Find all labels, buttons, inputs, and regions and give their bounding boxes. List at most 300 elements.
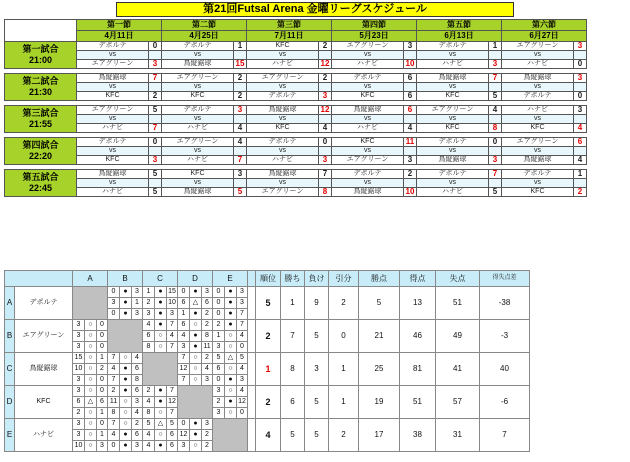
result-mark: ○ [85,353,97,364]
wins: 5 [281,419,305,452]
away-score: 0 [574,92,587,101]
away-team[interactable]: ハナビ [247,60,319,69]
goals-against: 12 [167,397,178,408]
home-team[interactable]: KFC [332,138,404,147]
result-mark: ○ [85,408,97,419]
round-name-5: 第五節 [417,20,502,31]
vs-label: vs [247,115,319,124]
goal-difference: 7 [480,419,530,452]
goals-for: 7 [108,375,120,386]
home-team[interactable]: デポルテ [77,42,149,51]
goals-for: 3 [178,441,190,452]
goals-scored: 46 [400,320,436,353]
goals-against: 0 [97,419,108,430]
goals-for: 4 [143,320,155,331]
goals-for: 0 [178,287,190,298]
home-team[interactable]: KFC [247,42,319,51]
away-team[interactable]: デポルテ [502,92,574,101]
result-mark: △ [225,353,237,364]
home-score: 2 [319,42,332,51]
goals-against: 4 [132,353,143,364]
goals-against: 4 [167,331,178,342]
result-mark: ● [190,419,202,430]
goals-for: 5 [143,419,155,430]
home-team[interactable]: エアグリーン [162,74,234,83]
goals-for: 3 [73,386,85,397]
spacer [248,271,256,287]
home-team[interactable]: デポルテ [417,138,489,147]
goals-for: 12 [178,430,190,441]
vs-blank [404,83,417,92]
away-team[interactable]: 鳥縦鋸球 [162,188,234,197]
rank: 4 [256,419,281,452]
result-mark: ○ [190,375,202,386]
away-team[interactable]: ハナビ [77,188,149,197]
away-team[interactable]: ハナビ [162,124,234,133]
result-mark: ○ [120,397,132,408]
away-team[interactable]: 鳥縦鋸球 [502,156,574,165]
away-team[interactable]: KFC [417,124,489,133]
vs-label: vs [332,83,404,92]
goals-for: 0 [108,309,120,320]
vs-blank [234,147,247,156]
self-block [108,320,143,353]
goals-against: 0 [97,375,108,386]
result-mark: ○ [155,430,167,441]
vs-blank [149,83,162,92]
goals-for: 4 [178,331,190,342]
result-mark: ● [120,298,132,309]
goals-against: 2 [202,353,213,364]
goals-against: 5 [167,419,178,430]
schedule-table [4,19,587,197]
goals-for: 4 [143,397,155,408]
goals-against: 4 [237,364,248,375]
away-score: 5 [234,188,247,197]
result-mark: ○ [225,364,237,375]
result-mark: ○ [155,331,167,342]
home-team[interactable]: エアグリーン [502,42,574,51]
goals-against: 3 [167,309,178,320]
goals-against: 0 [97,320,108,331]
vs-label: vs [162,179,234,188]
home-team[interactable]: デポルテ [162,42,234,51]
vs-blank [319,83,332,92]
home-score: 0 [149,138,162,147]
goal-difference: -6 [480,386,530,419]
home-team[interactable]: エアグリーン [502,138,574,147]
away-score: 4 [234,124,247,133]
stat-header-8: 得失点差 [480,271,530,287]
stat-header-4: 引分 [329,271,359,287]
vs-label: vs [162,115,234,124]
vs-blank [234,179,247,188]
home-team[interactable]: デポルテ [502,170,574,179]
home-team[interactable]: エアグリーン [77,106,149,115]
team-letter: A [5,287,15,320]
result-mark: ○ [85,419,97,430]
goals-against: 4 [132,408,143,419]
points: 17 [359,419,400,452]
round-date-5: 6月13日 [417,31,502,42]
result-mark: ● [225,287,237,298]
result-mark: ○ [155,342,167,353]
away-team[interactable]: 鳥縦鋸球 [162,60,234,69]
goals-for: 0 [213,309,225,320]
goals-against: 5 [237,353,248,364]
result-mark: ● [225,375,237,386]
home-score: 4 [489,106,502,115]
game-time: 22:45 [28,183,53,193]
goals-for: 0 [213,298,225,309]
result-mark: △ [190,298,202,309]
vs-label: vs [332,179,404,188]
away-team[interactable]: ハナビ [332,60,404,69]
away-team[interactable]: 鳥縦鋸球 [417,156,489,165]
goals-for: 4 [108,364,120,375]
home-team[interactable]: ハナビ [502,106,574,115]
self-block [213,419,248,452]
vs-blank [319,115,332,124]
vs-blank [234,83,247,92]
away-team[interactable]: KFC [77,92,149,101]
game-label [5,42,77,69]
vs-blank [574,115,587,124]
wins: 7 [281,320,305,353]
result-mark: ○ [190,353,202,364]
home-team[interactable]: デポルテ [77,138,149,147]
home-team[interactable]: 鳥縦鋸球 [77,74,149,83]
col-header-B: B [108,271,143,287]
away-score: 7 [234,156,247,165]
home-score: 0 [149,42,162,51]
vs-label: vs [332,115,404,124]
vs-label: vs [417,147,489,156]
home-score: 2 [319,74,332,83]
game-label [5,106,77,133]
self-block [143,353,178,386]
away-score: 2 [574,188,587,197]
goals-for: 4 [143,430,155,441]
vs-blank [574,147,587,156]
team-name: KFC [15,386,73,419]
away-team[interactable]: 鳥縦鋸球 [332,188,404,197]
away-team[interactable]: ハナビ [502,60,574,69]
goals-against: 3 [202,375,213,386]
game-name: 第五試合 [22,172,59,182]
points: 25 [359,353,400,386]
home-team[interactable]: 鳥縦鋸球 [77,170,149,179]
result-mark: ○ [225,408,237,419]
vs-label: vs [502,179,574,188]
game-time: 21:55 [28,119,53,129]
team-name: 鳥縦鋸球 [15,353,73,386]
spacer [248,320,256,353]
away-team[interactable]: ハナビ [247,156,319,165]
home-score: 12 [319,106,332,115]
round-name-4: 第四節 [332,20,417,31]
goals-for: 0 [178,419,190,430]
home-score: 7 [319,170,332,179]
goals-for: 1 [143,287,155,298]
goals-scored: 81 [400,353,436,386]
home-score: 6 [574,138,587,147]
goals-against: 2 [202,320,213,331]
result-mark: ○ [85,430,97,441]
home-team[interactable]: エアグリーン [247,74,319,83]
vs-blank [319,51,332,60]
round-date-3: 7月11日 [247,31,332,42]
vs-label: vs [502,115,574,124]
home-team[interactable]: 鳥縦鋸球 [502,74,574,83]
result-mark: ● [225,309,237,320]
goals-against: 3 [202,419,213,430]
away-score: 7 [149,124,162,133]
result-mark: ○ [85,320,97,331]
goals-against: 15 [167,287,178,298]
vs-label: vs [77,147,149,156]
away-team[interactable]: ハナビ [77,124,149,133]
vs-blank [574,83,587,92]
goals-against: 2 [132,419,143,430]
home-score: 3 [234,170,247,179]
goals-against: 3 [237,298,248,309]
stat-header-5: 勝点 [359,271,400,287]
away-team[interactable]: KFC [417,92,489,101]
home-team[interactable]: 鳥縦鋸球 [247,106,319,115]
result-mark: ● [120,364,132,375]
home-score: 6 [404,74,417,83]
draws: 0 [329,320,359,353]
goals-for: 6 [73,397,85,408]
away-score: 0 [574,60,587,69]
result-mark: ● [120,441,132,452]
away-team[interactable]: ハナビ [332,124,404,133]
vs-label: vs [502,83,574,92]
losses: 3 [305,353,329,386]
home-score: 2 [404,170,417,179]
result-mark: ● [190,342,202,353]
home-team[interactable]: エアグリーン [417,106,489,115]
result-mark: ○ [225,342,237,353]
round-date-1: 4月11日 [77,31,162,42]
result-mark: ○ [190,441,202,452]
away-team[interactable]: KFC [502,188,574,197]
home-team[interactable]: デポルテ [332,170,404,179]
result-mark: ● [120,287,132,298]
draws: 1 [329,353,359,386]
goals-for: 2 [143,386,155,397]
goals-for: 3 [73,419,85,430]
goals-for: 2 [213,397,225,408]
rank: 2 [256,386,281,419]
goals-for: 7 [108,353,120,364]
home-score: 1 [574,170,587,179]
home-score: 3 [234,106,247,115]
goals-against: 7 [167,342,178,353]
goals-for: 2 [73,408,85,419]
home-team[interactable]: デポルテ [417,42,489,51]
vs-label: vs [332,147,404,156]
goals-against: 1 [132,298,143,309]
stat-header-2: 勝ち [281,271,305,287]
goals-against: 2 [202,309,213,320]
result-mark: ○ [85,441,97,452]
result-mark: ● [190,287,202,298]
home-team[interactable]: 鳥縦鋸球 [332,106,404,115]
goals-against: 3 [237,287,248,298]
goal-difference: -38 [480,287,530,320]
away-team[interactable]: KFC [77,156,149,165]
away-team[interactable]: KFC [247,124,319,133]
goals-against: 3 [97,441,108,452]
standings-table [4,270,530,452]
goals-conceded: 49 [436,320,480,353]
goals-against: 3 [132,309,143,320]
result-mark: ● [225,320,237,331]
home-score: 11 [404,138,417,147]
losses: 5 [305,320,329,353]
away-score: 3 [149,60,162,69]
col-header-A: A [73,271,108,287]
away-team[interactable]: ハナビ [417,60,489,69]
home-score: 6 [404,106,417,115]
goals-against: 4 [202,364,213,375]
result-mark: ○ [225,331,237,342]
goals-conceded: 31 [436,419,480,452]
goal-difference: 40 [480,353,530,386]
goals-for: 11 [108,397,120,408]
goals-against: 1 [97,408,108,419]
points: 5 [359,287,400,320]
home-score: 5 [149,106,162,115]
goals-against: 7 [167,408,178,419]
home-team[interactable]: 鳥縦鋸球 [247,170,319,179]
vs-label: vs [247,147,319,156]
stat-header-1: 順位 [256,271,281,287]
goals-against: 0 [97,331,108,342]
away-score: 3 [319,92,332,101]
vs-label: vs [502,51,574,60]
goals-conceded: 41 [436,353,480,386]
home-team[interactable]: 鳥縦鋸球 [417,74,489,83]
away-score: 5 [489,92,502,101]
away-team[interactable]: KFC [502,124,574,133]
result-mark: ● [120,309,132,320]
home-score: 5 [149,170,162,179]
goals-against: 11 [202,342,213,353]
vs-blank [149,179,162,188]
away-team[interactable]: デポルテ [247,92,319,101]
result-mark: ● [225,298,237,309]
self-block [73,287,108,320]
goals-for: 0 [108,441,120,452]
goals-against: 8 [202,331,213,342]
away-score: 15 [234,60,247,69]
draws: 2 [329,287,359,320]
away-score: 3 [489,60,502,69]
goals-scored: 13 [400,287,436,320]
goals-against: 6 [167,430,178,441]
result-mark: △ [85,397,97,408]
goals-for: 1 [178,309,190,320]
vs-label: vs [77,115,149,124]
result-mark: ○ [85,331,97,342]
home-team[interactable]: デポルテ [417,170,489,179]
goals-against: 6 [97,397,108,408]
goals-against: 3 [132,287,143,298]
home-score: 3 [574,42,587,51]
away-team[interactable]: ハナビ [417,188,489,197]
goals-for: 4 [143,441,155,452]
goals-against: 7 [167,386,178,397]
round-date-2: 4月25日 [162,31,247,42]
goals-for: 7 [178,375,190,386]
round-name-3: 第三節 [247,20,332,31]
vs-blank [489,115,502,124]
vs-blank [234,51,247,60]
home-team[interactable]: デポルテ [247,138,319,147]
away-team[interactable]: KFC [332,92,404,101]
home-team[interactable]: エアグリーン [162,138,234,147]
goals-against: 4 [237,331,248,342]
away-team[interactable]: ハナビ [162,156,234,165]
away-score: 10 [404,60,417,69]
vs-blank [319,179,332,188]
goals-for: 8 [108,408,120,419]
away-score: 3 [404,156,417,165]
rank: 5 [256,287,281,320]
home-team[interactable]: デポルテ [162,106,234,115]
result-mark: ○ [120,353,132,364]
home-score: 7 [149,74,162,83]
goals-against: 7 [237,309,248,320]
wins: 6 [281,386,305,419]
goals-for: 6 [213,364,225,375]
vs-blank [489,179,502,188]
away-team[interactable]: エアグリーン [247,188,319,197]
team-name: ハナビ [15,419,73,452]
game-label [5,74,77,101]
goals-for: 4 [108,430,120,441]
away-team[interactable]: KFC [162,92,234,101]
home-team[interactable]: デポルテ [332,74,404,83]
result-mark: ● [155,386,167,397]
goals-for: 3 [213,408,225,419]
round-name-6: 第六節 [502,20,587,31]
vs-label: vs [417,179,489,188]
goals-for: 3 [73,375,85,386]
away-team[interactable]: エアグリーン [77,60,149,69]
goals-against: 7 [167,320,178,331]
goals-for: 3 [213,342,225,353]
home-team[interactable]: エアグリーン [332,42,404,51]
away-score: 6 [404,92,417,101]
vs-blank [404,147,417,156]
goals-against: 3 [237,375,248,386]
goals-for: 3 [73,331,85,342]
away-score: 4 [404,124,417,133]
away-score: 4 [574,156,587,165]
away-score: 2 [149,92,162,101]
away-team[interactable]: エアグリーン [332,156,404,165]
home-score: 4 [234,138,247,147]
vs-label: vs [77,83,149,92]
team-letter: B [5,320,15,353]
home-team[interactable]: KFC [162,170,234,179]
game-label [5,138,77,165]
goals-against: 0 [237,342,248,353]
